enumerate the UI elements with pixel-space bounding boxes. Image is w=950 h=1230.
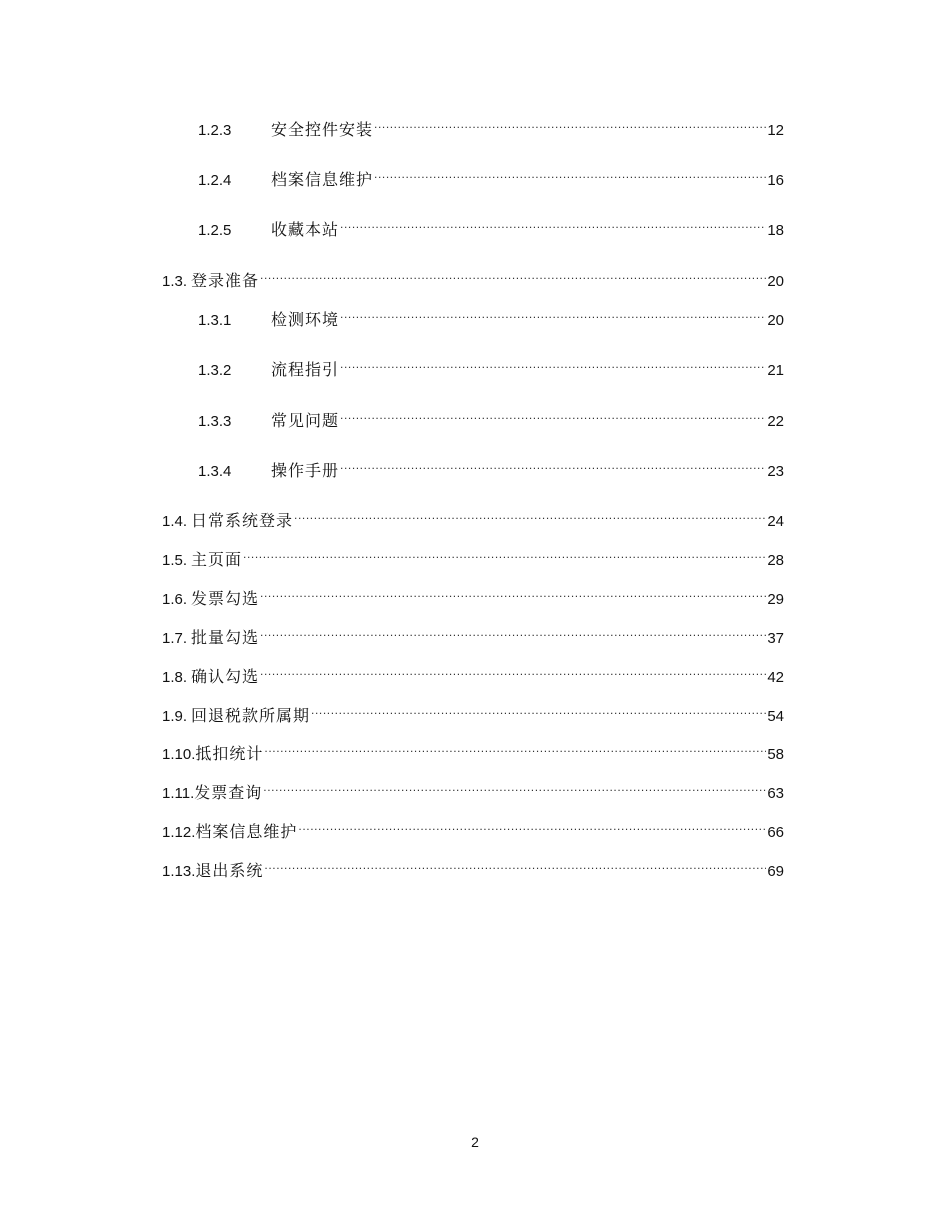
toc-entry-number: 1.11.	[162, 785, 195, 802]
toc-entry[interactable]	[198, 213, 784, 239]
toc-entry-number: 1.9.	[162, 708, 188, 725]
toc-entry-title: 日常系统登录	[191, 511, 294, 530]
toc-entry-number: 1.6.	[162, 591, 188, 608]
toc-entry[interactable]	[162, 621, 784, 647]
toc-entry-number: 1.7.	[162, 630, 188, 647]
toc-entry-number: 1.3.3	[198, 413, 232, 430]
toc-entry-page: 29	[767, 591, 784, 608]
toc-entry[interactable]	[162, 504, 784, 530]
toc-entry-number: 1.4.	[162, 513, 188, 530]
toc-entry-page: 12	[767, 122, 784, 139]
toc-dot-leader	[340, 303, 766, 325]
toc-entry-title: 退出系统	[195, 861, 264, 880]
toc-entry-page: 23	[767, 463, 784, 480]
toc-dot-leader	[264, 737, 766, 759]
toc-entry-title: 发票勾选	[191, 589, 260, 608]
toc-entry[interactable]	[162, 582, 784, 608]
toc-entry-page: 37	[767, 630, 784, 647]
toc-dot-leader	[243, 543, 766, 565]
toc-entry-title: 常见问题	[271, 411, 340, 430]
toc-entry-page: 28	[767, 552, 784, 569]
toc-dot-leader	[294, 504, 766, 526]
toc-entry-number: 1.2.3	[198, 122, 232, 139]
toc-entry-title: 安全控件安装	[271, 120, 374, 139]
toc-entry-number: 1.5.	[162, 552, 188, 569]
toc-entry[interactable]	[198, 353, 784, 379]
toc-entry-page: 20	[767, 312, 784, 329]
toc-entry-title: 流程指引	[271, 360, 340, 379]
toc-dot-leader	[340, 213, 766, 235]
toc-entry-title: 档案信息维护	[195, 822, 298, 841]
toc-entry[interactable]	[198, 404, 784, 430]
toc-entry[interactable]	[162, 660, 784, 686]
toc-entry-number: 1.3.4	[198, 463, 232, 480]
toc-entry-page: 20	[767, 273, 784, 290]
toc-entry-number: 1.12.	[162, 824, 196, 841]
toc-entry-page: 58	[767, 746, 784, 763]
toc-entry[interactable]	[162, 815, 784, 841]
toc-entry-title: 确认勾选	[191, 667, 260, 686]
toc-entry[interactable]	[198, 303, 784, 329]
toc-entry-page: 66	[767, 824, 784, 841]
toc-entry-page: 63	[767, 785, 784, 802]
toc-dot-leader	[260, 660, 766, 682]
toc-entry-number: 1.3.	[162, 273, 188, 290]
toc-dot-leader	[311, 699, 766, 721]
toc-entry[interactable]	[162, 854, 784, 880]
toc-dot-leader	[264, 854, 766, 876]
toc-entry-title: 检测环境	[271, 310, 340, 329]
toc-entry-title: 批量勾选	[191, 628, 260, 647]
toc-entry-title: 档案信息维护	[271, 170, 374, 189]
toc-entry-page: 54	[767, 708, 784, 725]
toc-dot-leader	[340, 404, 766, 426]
toc-entry-page: 18	[767, 222, 784, 239]
toc-entry[interactable]	[162, 264, 784, 290]
toc-entry-title: 发票查询	[194, 783, 263, 802]
toc-entry-title: 登录准备	[191, 271, 260, 290]
toc-entry[interactable]	[162, 699, 784, 725]
toc-entry-page: 16	[767, 172, 784, 189]
toc-dot-leader	[340, 454, 766, 476]
toc-dot-leader	[374, 163, 766, 185]
toc-entry-title: 回退税款所属期	[191, 706, 311, 725]
toc-entry[interactable]	[162, 543, 784, 569]
toc-entry-page: 69	[767, 863, 784, 880]
toc-entry[interactable]	[198, 454, 784, 480]
toc-entry-number: 1.2.4	[198, 172, 232, 189]
toc-entry-number: 1.2.5	[198, 222, 232, 239]
toc-entry[interactable]	[198, 113, 784, 139]
toc-entry-number: 1.13.	[162, 863, 196, 880]
toc-entry-page: 21	[767, 362, 784, 379]
toc-entry-page: 22	[767, 413, 784, 430]
toc-entry-title: 主页面	[191, 550, 243, 569]
toc-dot-leader	[260, 621, 766, 643]
toc-entry-page: 24	[767, 513, 784, 530]
toc-entry[interactable]	[198, 163, 784, 189]
page-number: 2	[471, 1134, 479, 1150]
toc-dot-leader	[374, 113, 766, 135]
toc-dot-leader	[260, 582, 766, 604]
toc-entry-number: 1.3.2	[198, 362, 232, 379]
toc-entry-page: 42	[767, 669, 784, 686]
toc-entry[interactable]	[162, 737, 784, 763]
toc-dot-leader	[298, 815, 766, 837]
toc-dot-leader	[260, 264, 766, 286]
toc-entry[interactable]	[162, 776, 784, 802]
toc-entry-number: 1.8.	[162, 669, 188, 686]
toc-entry-title: 收藏本站	[271, 220, 340, 239]
toc-entry-title: 操作手册	[271, 461, 340, 480]
toc-entry-title: 抵扣统计	[195, 744, 264, 763]
toc-dot-leader	[263, 776, 766, 798]
toc-dot-leader	[340, 353, 766, 375]
toc-entry-number: 1.10.	[162, 746, 196, 763]
toc-entry-number: 1.3.1	[198, 312, 232, 329]
